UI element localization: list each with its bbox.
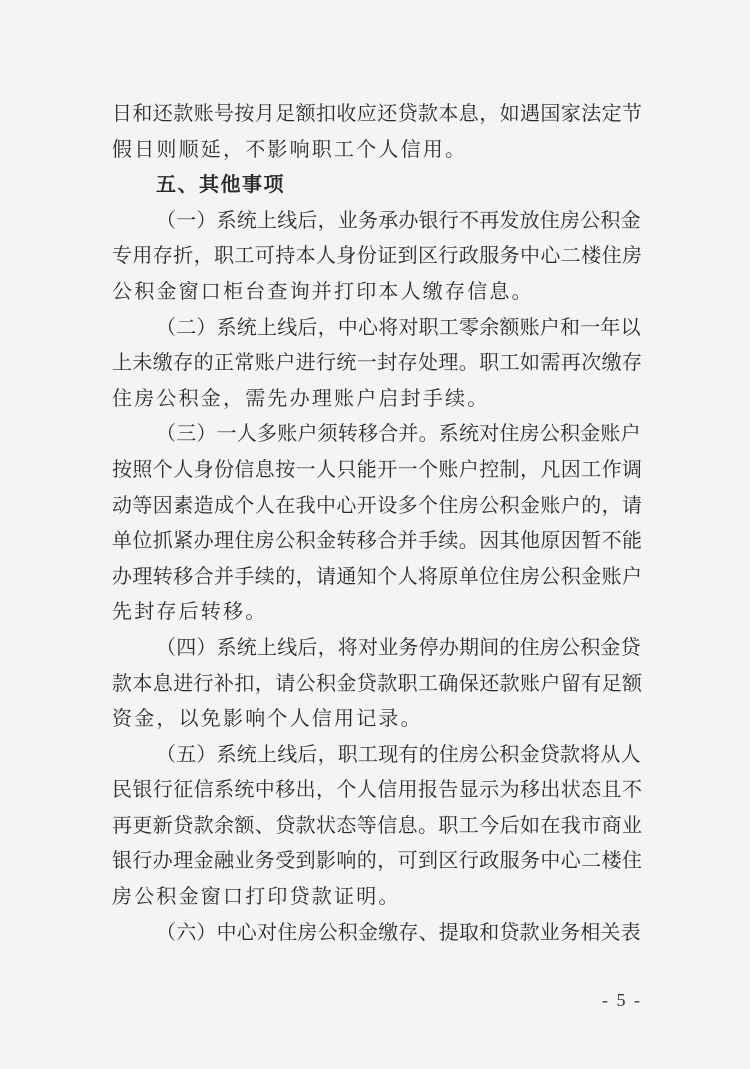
body-line: （二）系统上线后，中心将对职工零余额账户和一年以	[156, 314, 641, 339]
body-line: （六）中心对住房公积金缴存、提取和贷款业务相关表	[156, 919, 641, 944]
body-line: （五）系统上线后，职工现有的住房公积金贷款将从人	[156, 741, 641, 766]
body-line: 日和还款账号按月足额扣收应还贷款本息，如遇国家法定节	[112, 101, 643, 125]
body-line: 办理转移合并手续的，请通知个人将原单位住房公积金账户	[112, 563, 643, 588]
body-line: 再更新贷款余额、贷款状态等信息。职工今后如在我市商业	[112, 812, 643, 837]
section-heading: 五、其他事项	[156, 172, 285, 197]
body-line: 先封存后转移。	[112, 599, 268, 624]
body-line: 按照个人身份信息按一人只能开一个账户控制，凡因工作调	[112, 456, 643, 481]
body-line: 房公积金窗口打印贷款证明。	[112, 884, 401, 909]
body-line: 上未缴存的正常账户进行统一封存处理。职工如需再次缴存	[112, 350, 643, 375]
body-line: （三）一人多账户须转移合并。系统对住房公积金账户	[156, 421, 641, 446]
page-number: - 5 -	[602, 990, 642, 1010]
document-body	[112, 96, 642, 950]
body-line: 单位抓紧办理住房公积金转移合并手续。因其他原因暂不能	[112, 528, 643, 553]
body-line: 银行办理金融业务受到影响的，可到区行政服务中心二楼住	[112, 848, 643, 873]
body-line: 公积金窗口柜台查询并打印本人缴存信息。	[112, 278, 534, 303]
body-line: （四）系统上线后，将对业务停办期间的住房公积金贷	[156, 634, 641, 659]
body-line: 假日则顺延，不影响职工个人信用。	[112, 136, 468, 161]
body-line: 动等因素造成个人在我中心开设多个住房公积金账户的，请	[112, 492, 643, 517]
body-line: 款本息进行补扣，请公积金贷款职工确保还款账户留有足额	[112, 670, 643, 695]
body-line: 专用存折，职工可持本人身份证到区行政服务中心二楼住房	[112, 243, 643, 268]
body-line: 住房公积金，需先办理账户启封手续。	[112, 385, 490, 410]
body-line: 资金，以免影响个人信用记录。	[112, 706, 423, 731]
body-line: （一）系统上线后，业务承办银行不再发放住房公积金	[156, 207, 641, 232]
body-line: 民银行征信系统中移出，个人信用报告显示为移出状态且不	[112, 777, 643, 802]
